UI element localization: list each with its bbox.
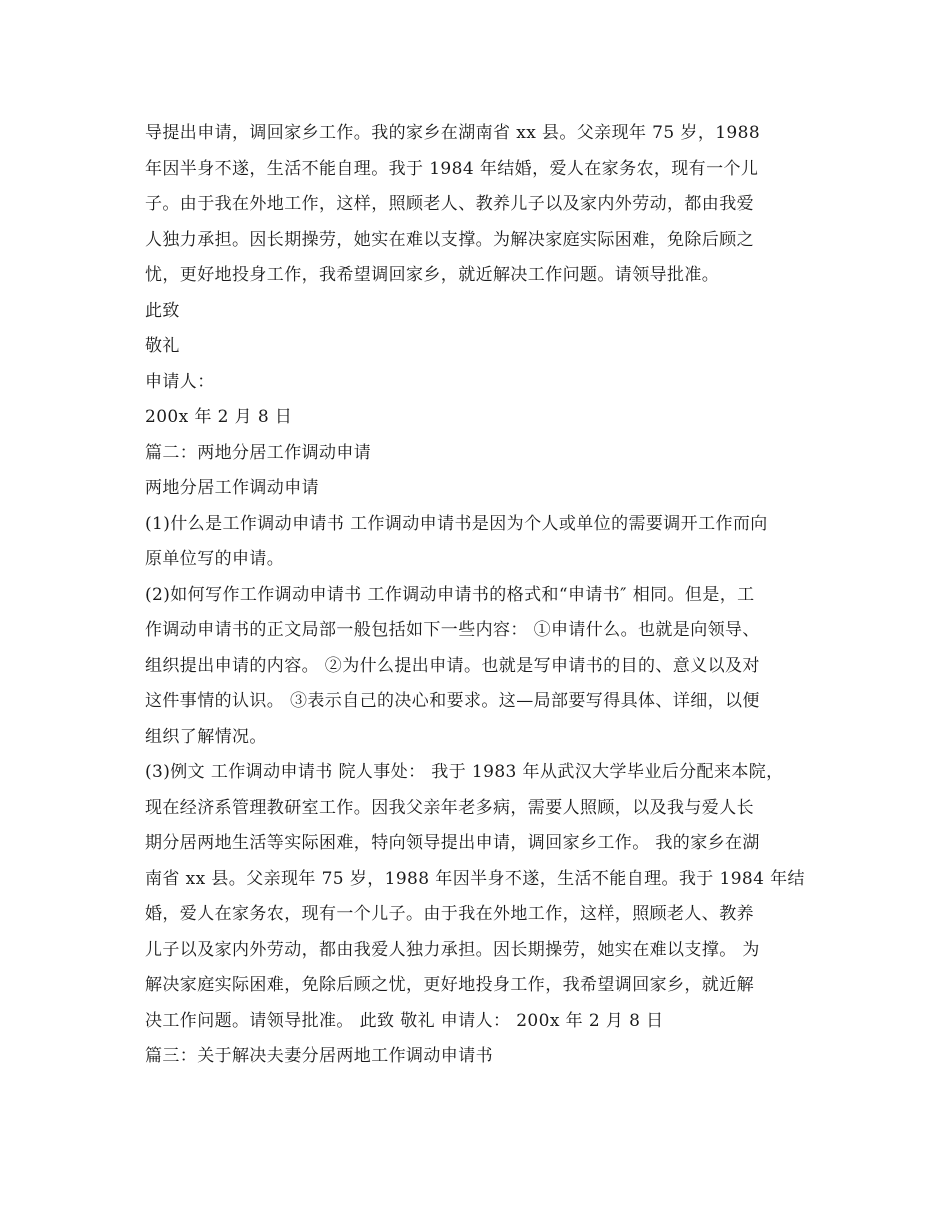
text-line: 儿子以及家内外劳动，都由我爱人独力承担。因长期操劳，她实在难以支撑。 为 bbox=[145, 939, 760, 960]
text-line: (2)如何写作工作调动申请书 工作调动申请书的格式和“申请书″ 相同。但是，工 bbox=[145, 584, 755, 605]
closing-salutation: 此致 bbox=[145, 300, 180, 321]
text-line: 忧，更好地投身工作，我希望调回家乡，就近解决工作问题。请领导批准。 bbox=[145, 265, 720, 285]
section-title: 两地分居工作调动申请 bbox=[145, 478, 319, 498]
document-body bbox=[145, 116, 815, 1075]
text-line: (3)例文 工作调动申请书 院人事处： 我于 1983 年从武汉大学毕业后分配来本院， bbox=[145, 762, 784, 782]
text-line: (1)什么是工作调动申请书 工作调动申请书是因为个人或单位的需要调开工作而向 bbox=[145, 513, 768, 534]
text-line: 年因半身不遂，生活不能自理。我于 1984 年结婚，爱人在家务农，现有一个儿 bbox=[145, 158, 759, 179]
closing-respect: 敬礼 bbox=[145, 336, 180, 356]
date-line: 200x 年 2 月 8 日 bbox=[145, 407, 293, 427]
section-heading: 篇三：关于解决夫妻分居两地工作调动申请书 bbox=[145, 1046, 493, 1066]
text-line: 子。由于我在外地工作，这样，照顾老人、教养儿子以及家内外劳动，都由我爱 bbox=[145, 194, 754, 214]
text-line: 组织提出申请的内容。 ②为什么提出申请。也就是写申请书的目的、意义以及对 bbox=[145, 655, 760, 676]
text-line: 导提出申请，调回家乡工作。我的家乡在湖南省 xx 县。父亲现年 75 岁，1988 bbox=[145, 123, 761, 143]
text-line: 原单位写的申请。 bbox=[145, 549, 285, 569]
text-line: 这件事情的认识。 ③表示自己的决心和要求。这—局部要写得具体、详细，以便 bbox=[145, 691, 760, 711]
text-line: 人独力承担。因长期操劳，她实在难以支撑。为解决家庭实际困难，免除后顾之 bbox=[145, 229, 754, 250]
text-line: 婚，爱人在家务农，现有一个儿子。由于我在外地工作，这样，照顾老人、教养 bbox=[145, 904, 754, 924]
text-line: 组织了解情况。 bbox=[145, 726, 267, 747]
text-line: 作调动申请书的正文局部一般包括如下一些内容： ①申请什么。也就是向领导、 bbox=[145, 620, 760, 640]
text-line: 决工作问题。请领导批准。 此致 敬礼 申请人： 200x 年 2 月 8 日 bbox=[145, 1010, 664, 1031]
section-heading: 篇二：两地分居工作调动申请 bbox=[145, 442, 372, 463]
text-line: 南省 xx 县。父亲现年 75 岁，1988 年因半身不遂，生活不能自理。我于 1984 年结 bbox=[145, 868, 805, 889]
text-line: 期分居两地生活等实际困难，特向领导提出申请，调回家乡工作。 我的家乡在湖 bbox=[145, 833, 760, 853]
applicant-label: 申请人： bbox=[145, 371, 215, 392]
text-line: 解决家庭实际困难，免除后顾之忧，更好地投身工作，我希望调回家乡，就近解 bbox=[145, 975, 754, 995]
text-line: 现在经济系管理教研室工作。因我父亲年老多病，需要人照顾，以及我与爱人长 bbox=[145, 797, 754, 818]
